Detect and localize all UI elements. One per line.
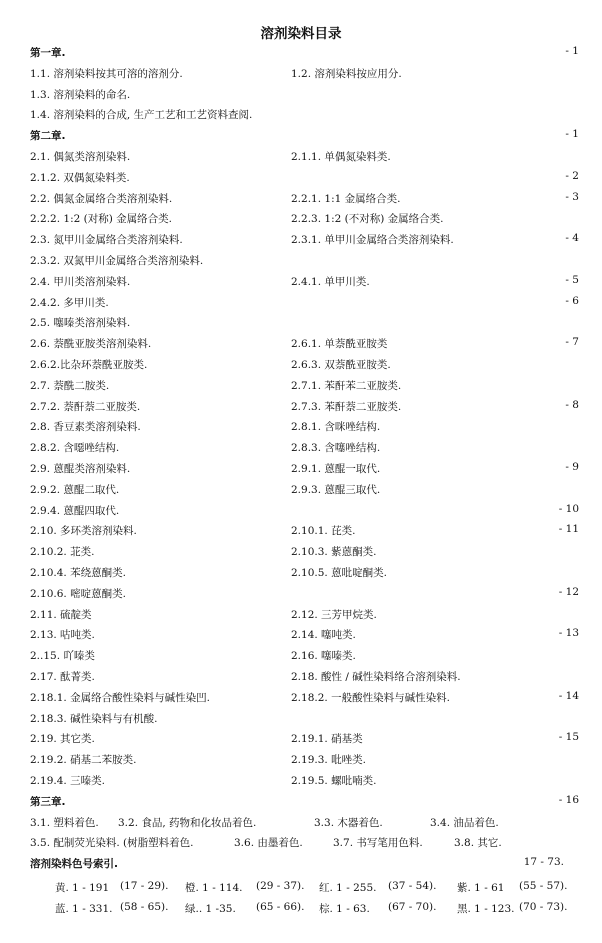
toc-entry-text: 1.1. 溶剂染料按其可溶的溶剂分. xyxy=(30,67,183,80)
toc-entry xyxy=(0,191,602,211)
toc-entry xyxy=(0,149,602,169)
toc-entry-text: 2.2.3. 1:2 (不对称) 金属络合类. xyxy=(291,213,444,226)
toc-entry-text: 2.6.3. 双萘酰亚胺类. xyxy=(291,359,391,371)
color-index-range: 红. 1 - 255. xyxy=(319,882,377,894)
color-index-pages: (70 - 73). xyxy=(519,901,568,913)
toc-entry xyxy=(0,336,602,356)
toc-entry-text: 2.2. 偶氮金属络合类溶剂染料. xyxy=(30,192,173,205)
page-number: 17 - 73. xyxy=(523,856,564,869)
page-number: - 5 xyxy=(565,273,579,286)
toc-entry-text: 2.19. 其它类. xyxy=(30,733,95,746)
page-number: - 8 xyxy=(565,398,579,411)
page-number: - 12 xyxy=(558,585,579,598)
toc-entry-text: 2.11. 硫靛类 xyxy=(30,608,92,621)
toc-entry-text: 2.7.3. 苯酐萘二亚胺类. xyxy=(291,400,402,413)
color-index-range: 紫. 1 - 61 xyxy=(457,882,505,894)
toc-entry-text: 2.6. 萘酰亚胺类溶剂染料. xyxy=(30,338,152,351)
page-number: - 10 xyxy=(558,502,579,515)
toc-entry-text: 2.7. 萘酰二胺类. xyxy=(30,379,110,392)
page-number: - 2 xyxy=(565,169,579,182)
toc-entry xyxy=(0,523,602,543)
toc-entry-text: 溶剂染料色号索引. xyxy=(30,858,118,871)
toc-entry xyxy=(0,399,602,419)
chapter-heading xyxy=(0,45,602,65)
toc-entry-text: 第二章. xyxy=(30,130,66,143)
toc-entry-text: 2.8.2. 含噁唑结构. xyxy=(30,442,120,455)
toc-entry-text: 2.19.3. 吡唑类. xyxy=(291,754,366,767)
toc-entry-text: 2.8. 香豆素类溶剂染料. xyxy=(30,421,141,434)
toc-entry-text: 2.9.2. 蒽醌二取代. xyxy=(30,483,120,496)
color-index-pages: (67 - 70). xyxy=(388,901,437,913)
toc-entry-text: 2.14. 噻吨类. xyxy=(291,629,356,642)
toc-entry-text: 2.10.2. 苝类. xyxy=(30,546,95,559)
color-index-range: 橙. 1 - 114. xyxy=(185,882,243,894)
page-number: - 6 xyxy=(565,294,579,307)
toc-entry-text: 2.3. 氮甲川金属络合类溶剂染料. xyxy=(30,234,183,247)
toc-entry xyxy=(0,711,602,731)
page-number: - 3 xyxy=(565,190,579,203)
toc-entry-text: 2.19.1. 硝基类 xyxy=(291,733,363,746)
toc-entry xyxy=(0,565,602,585)
page-number: - 9 xyxy=(565,461,579,473)
toc-entry xyxy=(0,503,602,523)
toc-entry-text: 3.1. 塑料着色. xyxy=(30,816,99,829)
chapter-heading xyxy=(0,128,602,148)
toc-entry xyxy=(0,232,602,252)
toc-entry-text: 2.6.2.比杂环萘酰亚胺类. xyxy=(30,359,148,371)
toc-entry-text: 2.10.3. 紫蒽酮类. xyxy=(291,546,377,559)
toc-entry xyxy=(0,752,602,772)
toc-entry-text: 3.6. 由墨着色. xyxy=(234,837,303,850)
toc-entry-text: 第三章. xyxy=(30,795,66,808)
toc-entry xyxy=(0,357,602,377)
toc-entry xyxy=(0,648,602,668)
color-index-range: 黄. 1 - 191 xyxy=(55,882,110,894)
toc-entry-text: 3.5. 配制荧光染料. (树脂塑料着色. xyxy=(30,837,194,850)
toc-entry-text: 2.9.4. 蒽醌四取代. xyxy=(30,504,120,517)
toc-entry-text: 2.4.2. 多甲川类. xyxy=(30,296,109,309)
toc-entry-text: 3.8. 其它. xyxy=(454,837,502,850)
toc-entry xyxy=(0,544,602,564)
toc-entry xyxy=(0,211,602,231)
toc-entry-text: 3.3. 木器着色. xyxy=(314,816,383,829)
toc-entry-text: 2.9.3. 蒽醌三取代. xyxy=(291,483,381,496)
toc-entry-text: 2.19.2. 硝基二苯胺类. xyxy=(30,754,137,767)
toc-entry-text: 2.5. 噻嗪类溶剂染料. xyxy=(30,317,131,330)
toc-entry-text: 2.10.6. 嘧啶蒽酮类. xyxy=(30,587,126,600)
toc-entry xyxy=(0,669,602,689)
toc-entry xyxy=(0,773,602,793)
page-number: - 11 xyxy=(558,523,579,536)
toc-entry-text: 2.6.1. 单萘酰亚胺类 xyxy=(291,338,388,351)
toc-entry xyxy=(0,627,602,647)
toc-entry-text: 2.7.2. 萘酐萘二亚胺类. xyxy=(30,400,141,413)
toc-entry-text: 2.10.5. 蒽吡啶酮类. xyxy=(291,567,387,579)
toc-entry-text: 1.4. 溶剂染料的合成, 生产工艺和工艺资料查阅. xyxy=(30,109,253,122)
toc-entry xyxy=(0,274,602,294)
page-number: - 7 xyxy=(565,336,579,349)
toc-entry-text: 2.7.1. 苯酐苯二亚胺类. xyxy=(291,379,402,392)
toc-entry-text: 2.1. 偶氮类溶剂染料. xyxy=(30,151,131,163)
toc-entry xyxy=(0,66,602,86)
toc-entry-text: 2.17. 酞菁类. xyxy=(30,671,95,683)
toc-entry-text: 2.8.3. 含噻唑结构. xyxy=(291,442,381,455)
toc-entry xyxy=(0,315,602,335)
toc-entry xyxy=(0,419,602,439)
toc-entry xyxy=(0,482,602,502)
color-index-range: 绿.. 1 -35. xyxy=(185,903,236,915)
color-index-pages: (55 - 57). xyxy=(519,880,568,892)
color-index-range: 蓝. 1 - 331. xyxy=(55,903,113,915)
toc-entry-text: 2.3.1. 单甲川金属络合类溶剂染料. xyxy=(291,234,454,247)
toc-entry-text: 2.4.1. 单甲川类. xyxy=(291,275,370,288)
toc-entry-text: 2.18. 酸性 / 碱性染料络合溶剂染料. xyxy=(291,671,461,683)
toc-entry-text: 2..15. 吖嗪类 xyxy=(30,650,95,663)
toc-entry-text: 2.10. 多环类溶剂染料. xyxy=(30,525,137,538)
toc-entry-text: 2.12. 三芳甲烷类. xyxy=(291,608,377,621)
toc-entry xyxy=(0,835,602,855)
toc-entry xyxy=(0,731,602,751)
toc-entry-text: 3.4. 油品着色. xyxy=(430,816,499,829)
toc-entry-text: 2.3.2. 双氮甲川金属络合类溶剂染料. xyxy=(30,255,204,267)
toc-entry xyxy=(0,690,602,710)
toc-entry-text: 2.10.1. 芘类. xyxy=(291,525,356,538)
toc-entry xyxy=(0,586,602,606)
toc-entry xyxy=(0,607,602,627)
toc-entry-text: 2.18.2. 一般酸性染料与碱性染料. xyxy=(291,691,450,704)
color-index-pages: (65 - 66). xyxy=(256,901,305,913)
page-title: 溶剂染料目录 xyxy=(260,26,342,42)
toc-entry-text: 2.18.3. 碱性染料与有机酸. xyxy=(30,712,158,725)
page-number: - 4 xyxy=(565,232,579,245)
toc-entry-text: 2.16. 噻嗪类. xyxy=(291,650,356,663)
page-number: - 16 xyxy=(558,793,579,806)
toc-entry-text: 2.18.1. 金属络合酸性染料与碱性染凹. xyxy=(30,691,210,704)
toc-entry-text: 2.1.1. 单偶氮染料类. xyxy=(291,151,391,163)
toc-entry xyxy=(0,378,602,398)
toc-entry xyxy=(0,815,602,835)
page-number: - 1 xyxy=(565,45,579,57)
toc-entry-text: 2.9. 蒽醌类溶剂染料. xyxy=(30,463,131,475)
toc-entry-text: 2.13. 咕吨类. xyxy=(30,629,95,642)
chapter-heading xyxy=(0,794,602,814)
toc-entry xyxy=(0,295,602,315)
toc-entry xyxy=(0,461,602,481)
color-index-pages: (17 - 29). xyxy=(120,880,169,892)
toc-entry-text: 2.19.4. 三嗪类. xyxy=(30,775,105,787)
page-number: - 1 xyxy=(565,128,579,141)
page-number: - 15 xyxy=(558,731,579,744)
toc-entry-text: 2.9.1. 蒽醌一取代. xyxy=(291,463,381,475)
toc-entry-text: 2.8.1. 含咪唑结构. xyxy=(291,421,381,434)
toc-entry-text: 3.2. 食品, 药物和化妆品着色. xyxy=(118,816,257,829)
toc-entry-text: 2.1.2. 双偶氮染料类. xyxy=(30,171,130,184)
toc-entry xyxy=(0,440,602,460)
toc-entry-text: 1.3. 溶剂染料的命名. xyxy=(30,88,131,101)
toc-entry xyxy=(0,107,602,127)
toc-entry-text: 2.2.1. 1:1 金属络合类. xyxy=(291,192,401,205)
chapter-heading xyxy=(0,856,602,876)
toc-entry xyxy=(0,170,602,190)
toc-entry-text: 2.4. 甲川类溶剂染料. xyxy=(30,275,131,288)
page-number: - 13 xyxy=(558,627,579,640)
color-index-pages: (37 - 54). xyxy=(388,880,437,892)
toc-entry-text: 第一章. xyxy=(30,47,66,59)
color-index-range: 黑. 1 - 123. xyxy=(457,903,515,915)
toc-entry-text: 1.2. 溶剂染料按应用分. xyxy=(291,67,402,80)
color-index-pages: (29 - 37). xyxy=(256,880,305,892)
color-index-pages: (58 - 65). xyxy=(120,901,169,913)
toc-entry-text: 2.2.2. 1:2 (对称) 金属络合类. xyxy=(30,213,172,226)
page-number: - 14 xyxy=(558,689,579,702)
toc-entry xyxy=(0,87,602,107)
toc-entry-text: 3.7. 书写笔用色料. xyxy=(333,837,423,850)
toc-entry-text: 2.10.4. 苯绕蒽酮类. xyxy=(30,567,126,579)
toc-entry-text: 2.19.5. 螺吡喃类. xyxy=(291,775,377,787)
toc-entry xyxy=(0,253,602,273)
color-index-range: 棕. 1 - 63. xyxy=(319,903,370,915)
